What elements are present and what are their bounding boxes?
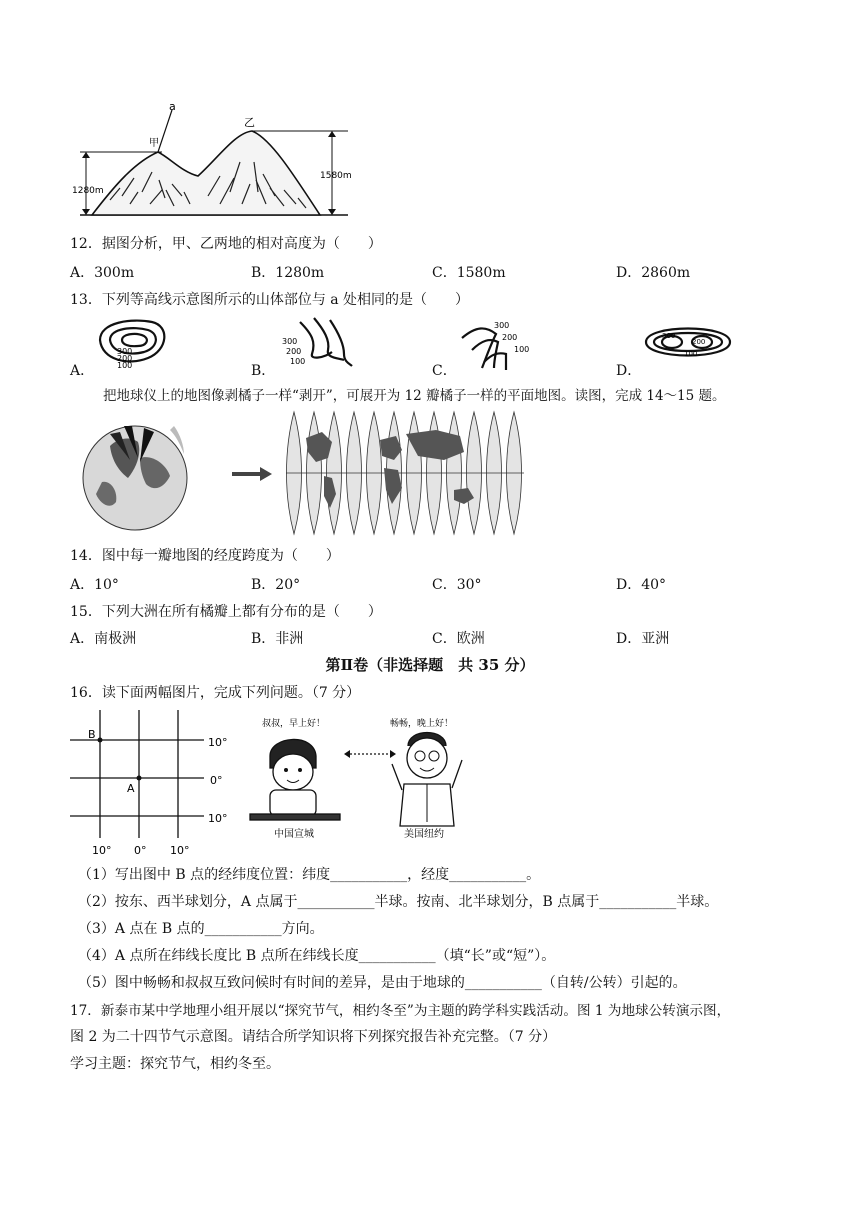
svg-text:100: 100 <box>514 345 530 354</box>
q14-stem: 14．图中每一瓣地图的经度跨度为（ ） <box>70 548 340 564</box>
svg-text:300: 300 <box>494 321 510 330</box>
svg-text:0°: 0° <box>210 774 223 787</box>
svg-text:200: 200 <box>692 338 706 346</box>
svg-text:100: 100 <box>290 357 306 366</box>
svg-text:300: 300 <box>282 337 298 346</box>
q14-option-c: C．30° <box>432 577 482 593</box>
left-height-label: 1280m <box>72 186 104 196</box>
left-speech: 叔叔，早上好！ <box>262 719 326 729</box>
q13-stem: 13．下列等高线示意图所示的山体部位与 a 处相同的是（ ） <box>70 292 470 308</box>
label-jia: 甲 <box>149 138 159 149</box>
q13-option-d: D． <box>616 363 642 379</box>
q12-stem: 12．据图分析，甲、乙两地的相对高度为（ ） <box>70 236 382 252</box>
intro-14-15: 把地球仪上的地图像剥橘子一样“剥开”，可展开为 12 瓣橘子一样的平面地图。读图，完成 14～15 题。 <box>103 388 726 404</box>
right-arrow-icon <box>232 466 272 482</box>
phone-call-cartoon <box>240 710 490 848</box>
right-caption: 美国纽约 <box>404 829 444 840</box>
svg-text:200: 200 <box>117 354 133 363</box>
contour-map-a <box>92 314 172 370</box>
q12-option-a: A．300m <box>70 265 135 281</box>
globe-image <box>80 418 190 534</box>
q12-option-c: C．1580m <box>432 265 506 281</box>
right-height-label: 1580m <box>320 171 352 181</box>
contour-map-d <box>640 318 736 366</box>
svg-text:200: 200 <box>286 347 302 356</box>
svg-text:10°: 10° <box>170 844 190 857</box>
svg-text:10°: 10° <box>208 736 228 749</box>
q16-sub-5: （5）图中畅畅和叔叔互致问候时有时间的差异，是由于地球的___________（自转/公转）引起的。 <box>78 975 687 991</box>
lat-lon-grid <box>70 708 240 858</box>
label-a: a <box>169 100 176 113</box>
mountain-profile-diagram <box>70 100 360 225</box>
contour-map-b <box>272 314 362 370</box>
q16-stem: 16．读下面两幅图片，完成下列问题。（7 分） <box>70 685 361 701</box>
q17-line-2: 图 2 为二十四节气示意图。请结合所学知识将下列探究报告补充完整。（7 分） <box>70 1029 557 1045</box>
q14-option-d: D．40° <box>616 577 667 593</box>
svg-text:200: 200 <box>502 333 518 342</box>
svg-text:300: 300 <box>662 332 676 340</box>
q16-sub-2: （2）按东、西半球划分，A 点属于___________半球。按南、北半球划分，B 点属于___________半球。 <box>78 894 719 910</box>
q12-option-b: B．1280m <box>251 265 325 281</box>
q16-sub-3: （3）A 点在 B 点的___________方向。 <box>78 921 324 937</box>
q13-option-a: A． <box>70 363 95 379</box>
point-b-label: B <box>88 728 96 741</box>
label-yi: 乙 <box>244 116 255 129</box>
q15-option-d: D．亚洲 <box>616 631 670 647</box>
svg-text:10°: 10° <box>208 812 228 825</box>
q15-stem: 15．下列大洲在所有橘瓣上都有分布的是（ ） <box>70 604 382 620</box>
q16-sub-4: （4）A 点所在纬线长度比 B 点所在纬线长度___________（填“长”或“短”）。 <box>78 948 556 964</box>
q13-option-c: C． <box>432 363 457 379</box>
q15-option-c: C．欧洲 <box>432 631 485 647</box>
point-a-label: A <box>127 782 135 795</box>
q16-sub-1: （1）写出图中 B 点的经纬度位置：纬度___________，经度___________。 <box>78 867 541 883</box>
svg-text:10°: 10° <box>92 844 112 857</box>
q14-option-a: A．10° <box>70 577 119 593</box>
svg-text:100: 100 <box>117 361 133 370</box>
q15-option-b: B．非洲 <box>251 631 304 647</box>
contour-map-c <box>456 316 546 372</box>
svg-text:0°: 0° <box>134 844 147 857</box>
svg-text:100: 100 <box>684 350 698 358</box>
svg-text:300: 300 <box>117 347 133 356</box>
q15-option-a: A．南极洲 <box>70 631 137 647</box>
gore-map-image <box>284 410 528 536</box>
q14-option-b: B．20° <box>251 577 301 593</box>
left-caption: 中国宣城 <box>274 829 314 840</box>
q17-line-1: 17．新泰市某中学地理小组开展以“探究节气，相约冬至”为主题的跨学科实践活动。图 1 为地球公转演示图， <box>70 1003 731 1019</box>
q12-option-d: D．2860m <box>616 265 691 281</box>
section-title: 第Ⅱ卷（非选择题 共 35 分） <box>325 656 535 674</box>
right-speech: 畅畅，晚上好！ <box>390 719 454 729</box>
q17-line-3: 学习主题：探究节气，相约冬至。 <box>70 1056 280 1072</box>
q13-option-b: B． <box>251 363 276 379</box>
